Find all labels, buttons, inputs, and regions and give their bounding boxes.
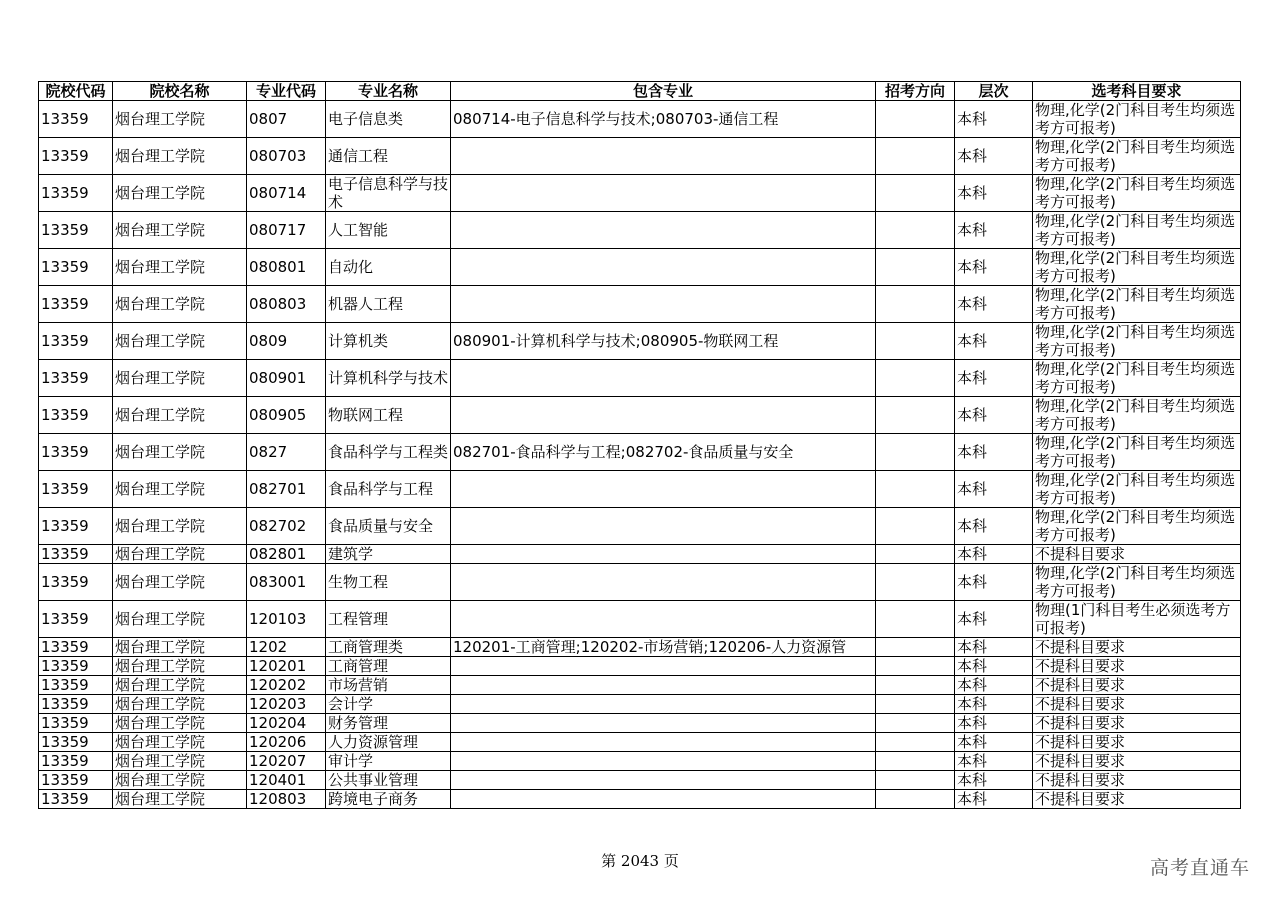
- included-majors-cell: [451, 564, 876, 601]
- school-code-cell: 13359: [39, 638, 113, 657]
- table-row: [39, 733, 1241, 752]
- major-code-cell: 0807: [247, 101, 326, 138]
- major-name-cell: 工商管理: [326, 657, 451, 676]
- school-code-cell: 13359: [39, 695, 113, 714]
- table-body: [39, 101, 1241, 809]
- school-name-cell: 烟台理工学院: [113, 212, 247, 249]
- direction-cell: [876, 695, 955, 714]
- included-majors-cell: [451, 175, 876, 212]
- subject-requirement-cell: 物理,化学(2门科目考生均须选考方可报考): [1033, 212, 1241, 249]
- subject-requirement-cell: 物理(1门科目考生必须选考方可报考): [1033, 601, 1241, 638]
- included-majors-cell: [451, 771, 876, 790]
- major-name-cell: 市场营销: [326, 676, 451, 695]
- included-majors-cell: 082701-食品科学与工程;082702-食品质量与安全: [451, 434, 876, 471]
- school-name-cell: 烟台理工学院: [113, 138, 247, 175]
- table-row: [39, 695, 1241, 714]
- table-row: [39, 175, 1241, 212]
- school-code-cell: 13359: [39, 714, 113, 733]
- subject-requirement-cell: 不提科目要求: [1033, 695, 1241, 714]
- school-code-cell: 13359: [39, 471, 113, 508]
- level-cell: 本科: [955, 508, 1033, 545]
- table-row: [39, 212, 1241, 249]
- watermark-text: 高考直通车: [1149, 857, 1250, 879]
- header-level: 层次: [955, 82, 1033, 101]
- included-majors-cell: 080901-计算机科学与技术;080905-物联网工程: [451, 323, 876, 360]
- direction-cell: [876, 638, 955, 657]
- school-name-cell: 烟台理工学院: [113, 638, 247, 657]
- school-name-cell: 烟台理工学院: [113, 249, 247, 286]
- major-name-cell: 工商管理类: [326, 638, 451, 657]
- school-name-cell: 烟台理工学院: [113, 471, 247, 508]
- major-name-cell: 会计学: [326, 695, 451, 714]
- school-name-cell: 烟台理工学院: [113, 657, 247, 676]
- major-name-cell: 物联网工程: [326, 397, 451, 434]
- major-code-cell: 120103: [247, 601, 326, 638]
- level-cell: 本科: [955, 545, 1033, 564]
- direction-cell: [876, 508, 955, 545]
- major-code-cell: 120803: [247, 790, 326, 809]
- included-majors-cell: [451, 249, 876, 286]
- major-name-cell: 建筑学: [326, 545, 451, 564]
- subject-requirement-cell: 物理,化学(2门科目考生均须选考方可报考): [1033, 471, 1241, 508]
- level-cell: 本科: [955, 471, 1033, 508]
- direction-cell: [876, 676, 955, 695]
- included-majors-cell: [451, 471, 876, 508]
- major-name-cell: 食品科学与工程: [326, 471, 451, 508]
- school-name-cell: 烟台理工学院: [113, 545, 247, 564]
- major-code-cell: 1202: [247, 638, 326, 657]
- school-code-cell: 13359: [39, 286, 113, 323]
- table-row: [39, 790, 1241, 809]
- direction-cell: [876, 564, 955, 601]
- major-name-cell: 生物工程: [326, 564, 451, 601]
- direction-cell: [876, 601, 955, 638]
- school-code-cell: 13359: [39, 101, 113, 138]
- table-row: [39, 545, 1241, 564]
- direction-cell: [876, 471, 955, 508]
- table-row: [39, 360, 1241, 397]
- level-cell: 本科: [955, 733, 1033, 752]
- direction-cell: [876, 101, 955, 138]
- school-name-cell: 烟台理工学院: [113, 733, 247, 752]
- table-row: [39, 752, 1241, 771]
- direction-cell: [876, 175, 955, 212]
- included-majors-cell: [451, 286, 876, 323]
- major-code-cell: 080703: [247, 138, 326, 175]
- level-cell: 本科: [955, 434, 1033, 471]
- school-name-cell: 烟台理工学院: [113, 601, 247, 638]
- level-cell: 本科: [955, 175, 1033, 212]
- major-name-cell: 人力资源管理: [326, 733, 451, 752]
- direction-cell: [876, 360, 955, 397]
- table-row: [39, 101, 1241, 138]
- school-name-cell: 烟台理工学院: [113, 676, 247, 695]
- level-cell: 本科: [955, 714, 1033, 733]
- table-row: [39, 771, 1241, 790]
- subject-requirement-cell: 物理,化学(2门科目考生均须选考方可报考): [1033, 434, 1241, 471]
- major-code-cell: 080803: [247, 286, 326, 323]
- header-major-name: 专业名称: [326, 82, 451, 101]
- included-majors-cell: [451, 212, 876, 249]
- included-majors-cell: 080714-电子信息科学与技术;080703-通信工程: [451, 101, 876, 138]
- table-row: [39, 434, 1241, 471]
- major-code-cell: 0809: [247, 323, 326, 360]
- major-name-cell: 计算机类: [326, 323, 451, 360]
- table-row: [39, 676, 1241, 695]
- major-code-cell: 120206: [247, 733, 326, 752]
- school-code-cell: 13359: [39, 752, 113, 771]
- major-code-cell: 120201: [247, 657, 326, 676]
- included-majors-cell: [451, 714, 876, 733]
- included-majors-cell: [451, 657, 876, 676]
- school-code-cell: 13359: [39, 323, 113, 360]
- major-code-cell: 120202: [247, 676, 326, 695]
- major-name-cell: 食品科学与工程类: [326, 434, 451, 471]
- header-school-code: 院校代码: [39, 82, 113, 101]
- major-code-cell: 083001: [247, 564, 326, 601]
- level-cell: 本科: [955, 564, 1033, 601]
- major-name-cell: 财务管理: [326, 714, 451, 733]
- direction-cell: [876, 790, 955, 809]
- level-cell: 本科: [955, 790, 1033, 809]
- school-name-cell: 烟台理工学院: [113, 397, 247, 434]
- school-code-cell: 13359: [39, 733, 113, 752]
- school-code-cell: 13359: [39, 508, 113, 545]
- level-cell: 本科: [955, 323, 1033, 360]
- included-majors-cell: [451, 752, 876, 771]
- header-major-code: 专业代码: [247, 82, 326, 101]
- school-code-cell: 13359: [39, 397, 113, 434]
- school-code-cell: 13359: [39, 676, 113, 695]
- subject-requirement-cell: 不提科目要求: [1033, 657, 1241, 676]
- included-majors-cell: [451, 601, 876, 638]
- subject-requirement-cell: 不提科目要求: [1033, 790, 1241, 809]
- school-name-cell: 烟台理工学院: [113, 360, 247, 397]
- major-name-cell: 机器人工程: [326, 286, 451, 323]
- major-code-cell: 120401: [247, 771, 326, 790]
- school-code-cell: 13359: [39, 771, 113, 790]
- major-name-cell: 自动化: [326, 249, 451, 286]
- direction-cell: [876, 657, 955, 676]
- table-row: [39, 397, 1241, 434]
- subject-requirement-cell: 物理,化学(2门科目考生均须选考方可报考): [1033, 249, 1241, 286]
- level-cell: 本科: [955, 101, 1033, 138]
- header-included-majors: 包含专业: [451, 82, 876, 101]
- level-cell: 本科: [955, 286, 1033, 323]
- header-school-name: 院校名称: [113, 82, 247, 101]
- included-majors-cell: [451, 508, 876, 545]
- major-code-cell: 082701: [247, 471, 326, 508]
- major-code-cell: 120207: [247, 752, 326, 771]
- direction-cell: [876, 212, 955, 249]
- subject-requirement-cell: 物理,化学(2门科目考生均须选考方可报考): [1033, 101, 1241, 138]
- level-cell: 本科: [955, 397, 1033, 434]
- included-majors-cell: [451, 790, 876, 809]
- school-code-cell: 13359: [39, 564, 113, 601]
- included-majors-cell: [451, 138, 876, 175]
- included-majors-cell: [451, 676, 876, 695]
- table-row: [39, 638, 1241, 657]
- included-majors-cell: [451, 397, 876, 434]
- included-majors-cell: [451, 545, 876, 564]
- major-code-cell: 080901: [247, 360, 326, 397]
- subject-requirement-cell: 不提科目要求: [1033, 714, 1241, 733]
- direction-cell: [876, 397, 955, 434]
- subject-requirement-cell: 物理,化学(2门科目考生均须选考方可报考): [1033, 286, 1241, 323]
- subject-requirement-cell: 物理,化学(2门科目考生均须选考方可报考): [1033, 175, 1241, 212]
- direction-cell: [876, 138, 955, 175]
- table-row: [39, 323, 1241, 360]
- direction-cell: [876, 323, 955, 360]
- level-cell: 本科: [955, 771, 1033, 790]
- direction-cell: [876, 752, 955, 771]
- table-row: [39, 286, 1241, 323]
- table-row: [39, 657, 1241, 676]
- school-name-cell: 烟台理工学院: [113, 175, 247, 212]
- school-code-cell: 13359: [39, 212, 113, 249]
- school-name-cell: 烟台理工学院: [113, 286, 247, 323]
- subject-requirement-cell: 物理,化学(2门科目考生均须选考方可报考): [1033, 564, 1241, 601]
- subject-requirement-cell: 物理,化学(2门科目考生均须选考方可报考): [1033, 323, 1241, 360]
- level-cell: 本科: [955, 676, 1033, 695]
- major-name-cell: 公共事业管理: [326, 771, 451, 790]
- major-code-cell: 0827: [247, 434, 326, 471]
- direction-cell: [876, 545, 955, 564]
- included-majors-cell: 120201-工商管理;120202-市场营销;120206-人力资源管: [451, 638, 876, 657]
- direction-cell: [876, 733, 955, 752]
- school-code-cell: 13359: [39, 360, 113, 397]
- level-cell: 本科: [955, 601, 1033, 638]
- major-code-cell: 080714: [247, 175, 326, 212]
- subject-requirement-cell: 不提科目要求: [1033, 638, 1241, 657]
- direction-cell: [876, 771, 955, 790]
- school-code-cell: 13359: [39, 790, 113, 809]
- direction-cell: [876, 249, 955, 286]
- subject-requirement-cell: 不提科目要求: [1033, 545, 1241, 564]
- major-name-cell: 跨境电子商务: [326, 790, 451, 809]
- subject-requirement-cell: 不提科目要求: [1033, 676, 1241, 695]
- major-name-cell: 电子信息科学与技术: [326, 175, 451, 212]
- school-code-cell: 13359: [39, 249, 113, 286]
- school-name-cell: 烟台理工学院: [113, 714, 247, 733]
- table-row: [39, 471, 1241, 508]
- major-code-cell: 080905: [247, 397, 326, 434]
- school-code-cell: 13359: [39, 138, 113, 175]
- page-number: 第 2043 页: [601, 852, 679, 870]
- header-subject-requirement: 选考科目要求: [1033, 82, 1241, 101]
- school-name-cell: 烟台理工学院: [113, 695, 247, 714]
- school-name-cell: 烟台理工学院: [113, 771, 247, 790]
- major-name-cell: 食品质量与安全: [326, 508, 451, 545]
- direction-cell: [876, 714, 955, 733]
- direction-cell: [876, 286, 955, 323]
- major-code-cell: 080801: [247, 249, 326, 286]
- major-code-cell: 080717: [247, 212, 326, 249]
- direction-cell: [876, 434, 955, 471]
- subject-requirement-cell: 不提科目要求: [1033, 733, 1241, 752]
- school-name-cell: 烟台理工学院: [113, 752, 247, 771]
- school-name-cell: 烟台理工学院: [113, 323, 247, 360]
- major-code-cell: 120203: [247, 695, 326, 714]
- table-row: [39, 249, 1241, 286]
- level-cell: 本科: [955, 360, 1033, 397]
- included-majors-cell: [451, 733, 876, 752]
- level-cell: 本科: [955, 657, 1033, 676]
- level-cell: 本科: [955, 638, 1033, 657]
- subject-requirement-cell: 物理,化学(2门科目考生均须选考方可报考): [1033, 508, 1241, 545]
- table-row: [39, 601, 1241, 638]
- table-header-row: [39, 82, 1241, 101]
- major-code-cell: 082702: [247, 508, 326, 545]
- subject-requirement-cell: 物理,化学(2门科目考生均须选考方可报考): [1033, 397, 1241, 434]
- school-name-cell: 烟台理工学院: [113, 101, 247, 138]
- subject-requirement-cell: 不提科目要求: [1033, 771, 1241, 790]
- major-name-cell: 电子信息类: [326, 101, 451, 138]
- school-code-cell: 13359: [39, 175, 113, 212]
- level-cell: 本科: [955, 695, 1033, 714]
- subject-requirement-cell: 物理,化学(2门科目考生均须选考方可报考): [1033, 360, 1241, 397]
- level-cell: 本科: [955, 249, 1033, 286]
- school-name-cell: 烟台理工学院: [113, 564, 247, 601]
- table-row: [39, 508, 1241, 545]
- school-name-cell: 烟台理工学院: [113, 790, 247, 809]
- major-name-cell: 通信工程: [326, 138, 451, 175]
- table-row: [39, 564, 1241, 601]
- major-name-cell: 人工智能: [326, 212, 451, 249]
- included-majors-cell: [451, 360, 876, 397]
- subject-requirement-cell: 不提科目要求: [1033, 752, 1241, 771]
- major-name-cell: 工程管理: [326, 601, 451, 638]
- school-code-cell: 13359: [39, 657, 113, 676]
- school-code-cell: 13359: [39, 545, 113, 564]
- major-name-cell: 计算机科学与技术: [326, 360, 451, 397]
- table-row: [39, 138, 1241, 175]
- level-cell: 本科: [955, 752, 1033, 771]
- level-cell: 本科: [955, 212, 1033, 249]
- school-name-cell: 烟台理工学院: [113, 434, 247, 471]
- subject-requirement-cell: 物理,化学(2门科目考生均须选考方可报考): [1033, 138, 1241, 175]
- school-code-cell: 13359: [39, 601, 113, 638]
- major-name-cell: 审计学: [326, 752, 451, 771]
- table-row: [39, 714, 1241, 733]
- major-code-cell: 120204: [247, 714, 326, 733]
- admissions-table: [38, 81, 1241, 809]
- major-code-cell: 082801: [247, 545, 326, 564]
- school-name-cell: 烟台理工学院: [113, 508, 247, 545]
- included-majors-cell: [451, 695, 876, 714]
- level-cell: 本科: [955, 138, 1033, 175]
- header-direction: 招考方向: [876, 82, 955, 101]
- school-code-cell: 13359: [39, 434, 113, 471]
